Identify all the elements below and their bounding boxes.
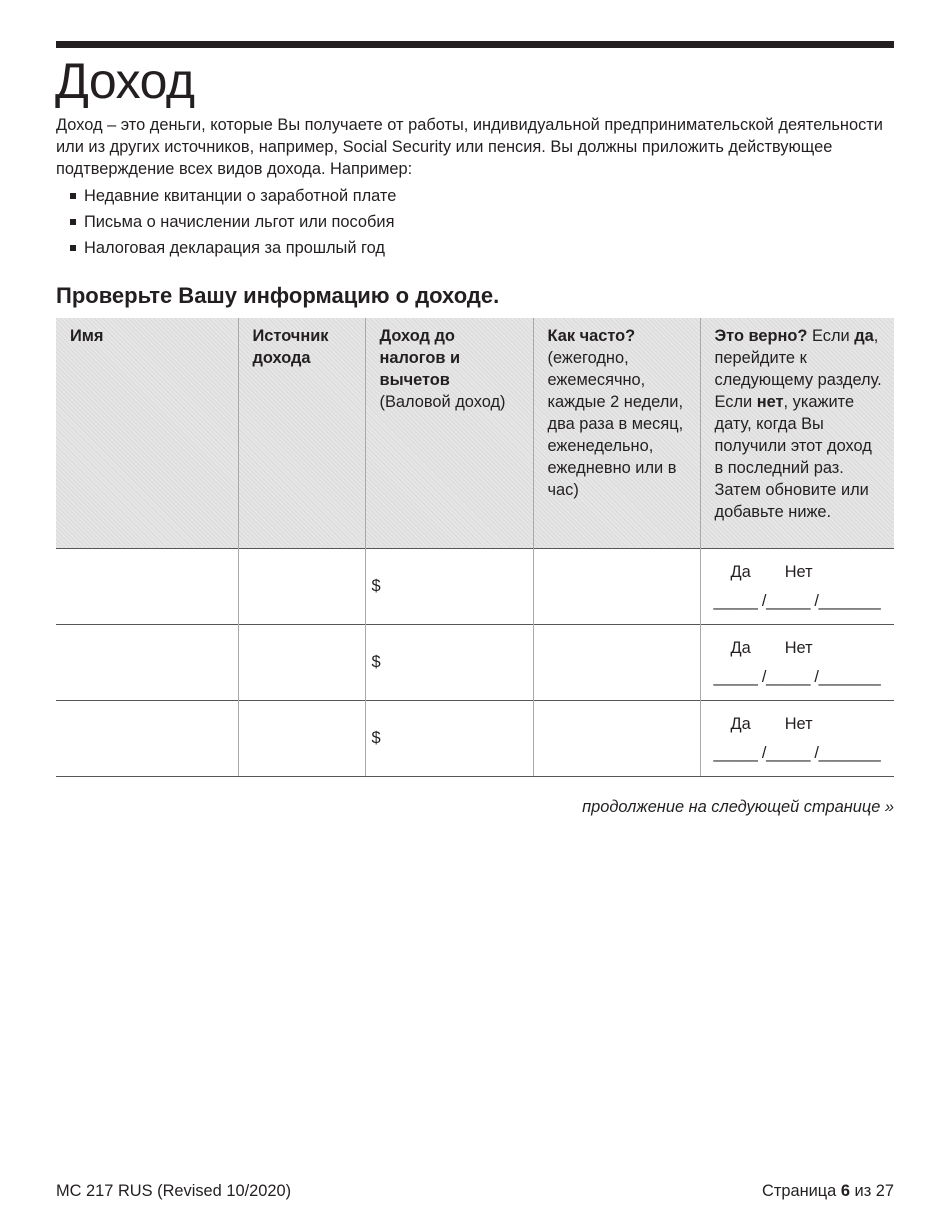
amount-cell[interactable] [365,624,533,700]
page-title: Доход [55,53,195,109]
section-heading: Проверьте Вашу информацию о доходе. [56,283,500,308]
no-option[interactable]: Нет [784,638,813,657]
amount-cell[interactable] [365,548,533,624]
bullet-square-icon [70,219,76,225]
page-number: Страница 6 из 27 [762,1182,894,1200]
list-item: Письма о начислении льгот или пособия [70,211,396,237]
date-field[interactable]: _____ /_____ /_______ [713,743,881,762]
amount-cell[interactable] [365,700,533,776]
no-option[interactable]: Нет [784,562,813,581]
dollar-sign: $ [371,652,381,671]
bullet-square-icon [70,193,76,199]
verify-cell [700,700,894,776]
frequency-cell[interactable] [533,548,700,624]
frequency-cell[interactable] [533,624,700,700]
yes-option[interactable]: Да [730,714,751,733]
list-item: Налоговая декларация за прошлый год [70,237,396,263]
bullet-square-icon [70,245,76,251]
name-cell[interactable] [56,548,238,624]
table-header-row [56,318,894,548]
table-row [56,700,894,776]
source-cell[interactable] [238,624,365,700]
form-id: MC 217 RUS (Revised 10/2020) [56,1182,292,1200]
yes-option[interactable]: Да [730,638,751,657]
verify-cell [700,624,894,700]
yes-option[interactable]: Да [730,562,751,581]
intro-paragraph: Доход – это деньги, которые Вы получаете от работы, индивидуальной предпринимательской деятельности или из других источников, например, Social Security или пенсия. Вы должны приложить действующее подтверждение всех видов дохода. Например: [56,116,883,178]
frequency-cell[interactable] [533,700,700,776]
date-field[interactable]: _____ /_____ /_______ [713,667,881,686]
no-option[interactable]: Нет [784,714,813,733]
source-cell[interactable] [238,700,365,776]
list-item: Недавние квитанции о заработной плате [70,185,396,211]
header-frequency: Как часто? (ежегодно, ежемесячно, каждые 2 недели, два раза в месяц, еженедельно, ежедневно или в час) [533,318,700,548]
name-cell[interactable] [56,700,238,776]
header-name: Имя [56,318,238,548]
date-field[interactable]: _____ /_____ /_______ [713,591,881,610]
dollar-sign: $ [371,576,381,595]
top-rule [56,41,894,48]
income-table [56,318,894,777]
dollar-sign: $ [371,728,381,747]
header-verify: Это верно? Если да, перейдите к следующему разделу. Если нет, укажите дату, когда Вы получили этот доход в последний раз. Затем обновите или добавьте ниже. [700,318,894,548]
source-cell[interactable] [238,548,365,624]
continued-note: продолжение на следующей странице » [582,798,894,816]
income-proof-list [70,185,396,263]
table-row [56,548,894,624]
header-source: Источник дохода [238,318,365,548]
verify-cell [700,548,894,624]
table-row [56,624,894,700]
header-gross-income: Доход до налогов и вычетов (Валовой доход) [365,318,533,548]
name-cell[interactable] [56,624,238,700]
